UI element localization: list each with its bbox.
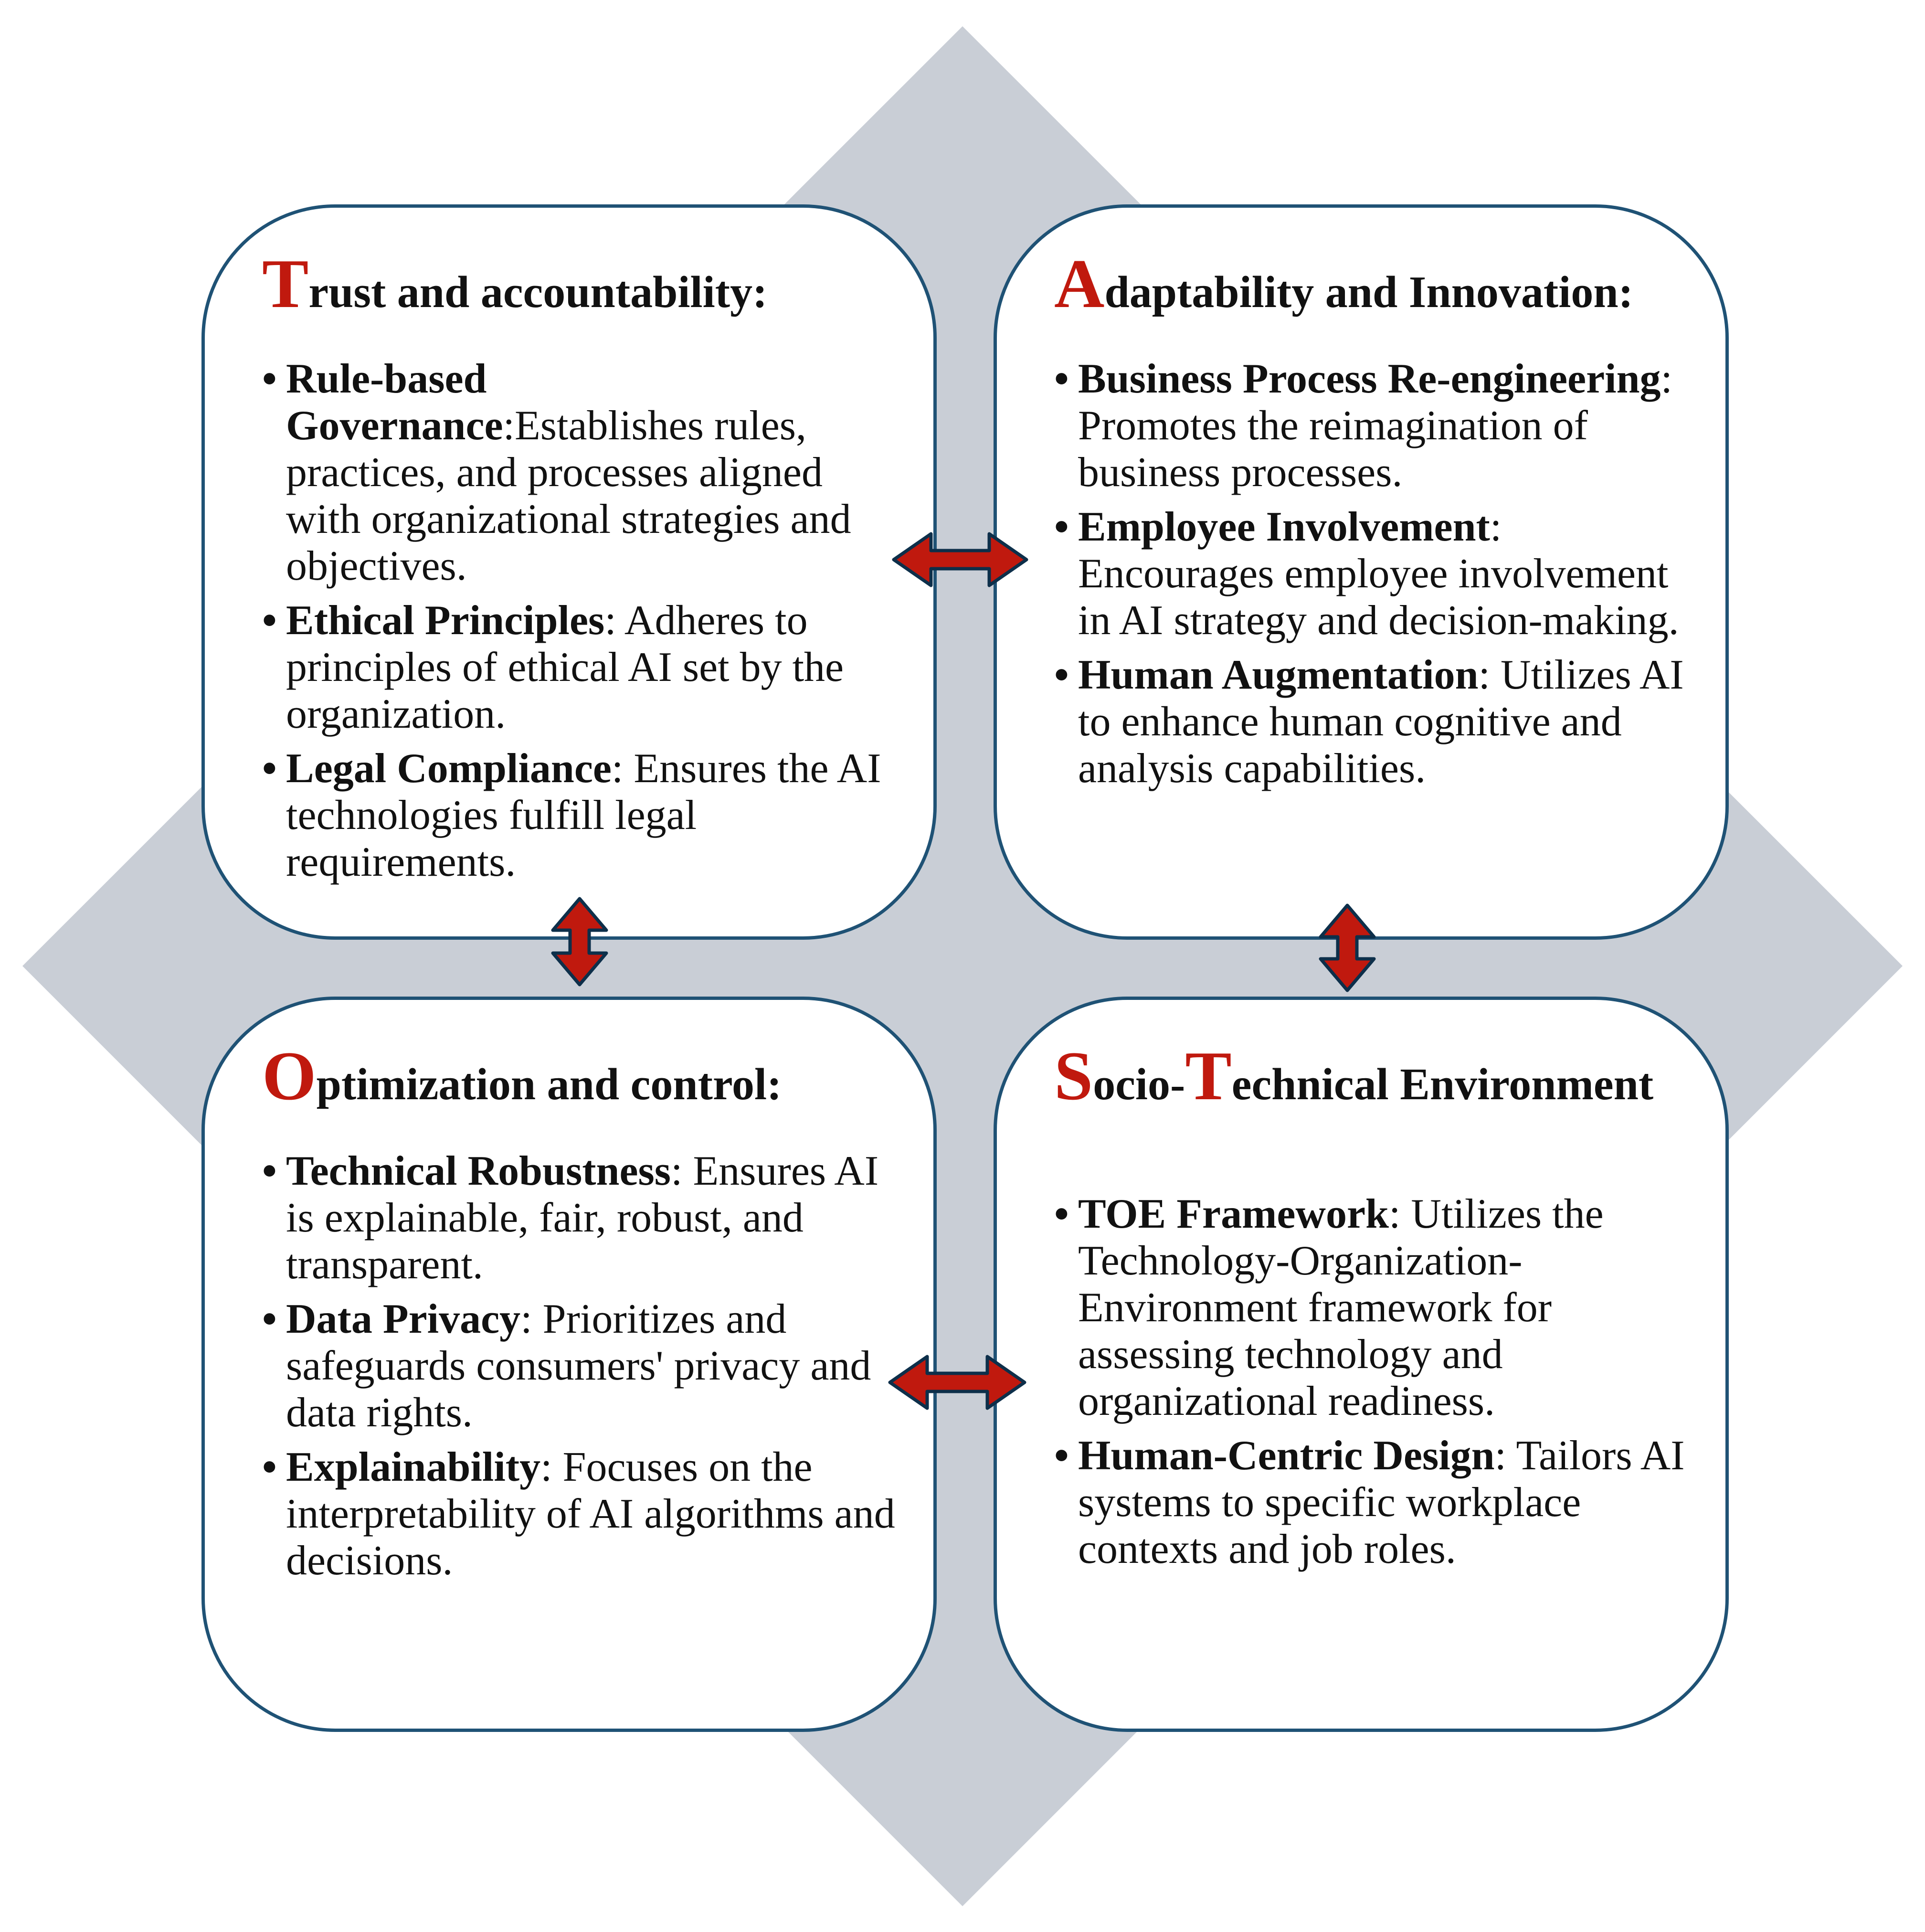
item-list	[1054, 1191, 1687, 1581]
item-list	[262, 356, 895, 893]
quadrant-title	[1054, 1037, 1682, 1115]
quadrant-trust-accountability	[201, 204, 937, 940]
bullet: •	[1054, 1191, 1069, 1237]
item-text: : Encourages employee involvement in AI strategy and decision-making.	[1078, 504, 1679, 644]
title-rest: echnical Environment	[1231, 1060, 1654, 1109]
list-item	[262, 1296, 895, 1436]
list-item	[1054, 1433, 1687, 1573]
bullet: •	[1054, 504, 1069, 550]
item-list	[262, 1148, 895, 1592]
list-item	[262, 356, 895, 590]
item-text: : Adheres to principles of ethical AI set by the organization.	[286, 597, 844, 737]
item-label: Legal Compliance	[286, 745, 612, 792]
title-initial: A	[1054, 245, 1105, 322]
bullet: •	[262, 1296, 277, 1342]
bullet: •	[1054, 1433, 1069, 1479]
bullet: •	[262, 597, 277, 644]
quadrant-socio-technical-environment	[994, 997, 1729, 1732]
item-label: Human-Centric Design	[1078, 1433, 1495, 1479]
item-label: Technical Robustness	[286, 1148, 671, 1194]
item-text: : Tailors AI systems to specific workplace contexts and job roles.	[1078, 1433, 1685, 1572]
item-text: :Establishes rules, practices, and processes aligned with organizational strategies and objectives.	[286, 403, 851, 589]
bullet: •	[262, 1148, 277, 1194]
quadrant-adaptability-innovation	[994, 204, 1729, 940]
bullet: •	[262, 1444, 277, 1490]
bullet: •	[262, 745, 277, 792]
item-text: : Utilizes the Technology-Organization-Environment framework for assessing technology and organizational readiness.	[1078, 1191, 1604, 1424]
item-list	[1054, 356, 1687, 800]
quadrant-title	[262, 1037, 890, 1115]
title-initial: O	[262, 1037, 317, 1115]
list-item	[1054, 1191, 1687, 1425]
item-text: : Promotes the reimagination of business processes.	[1078, 356, 1672, 496]
list-item	[1054, 652, 1687, 792]
title-rest: daptability and Innovation:	[1104, 267, 1633, 317]
item-text: : Focuses on the interpretability of AI algorithms and decisions.	[286, 1444, 895, 1584]
bullet: •	[1054, 652, 1069, 698]
list-item	[262, 745, 895, 886]
bullet: •	[262, 356, 277, 402]
bullet: •	[1054, 356, 1069, 402]
item-label: Rule-based Governance	[286, 356, 503, 449]
list-item	[1054, 356, 1687, 496]
quadrant-optimization-control	[201, 997, 937, 1732]
item-label: Human Augmentation	[1078, 652, 1479, 698]
item-text: : Ensures AI is explainable, fair, robust, and transparent.	[286, 1148, 879, 1288]
item-label: TOE Framework	[1078, 1191, 1389, 1237]
list-item	[1054, 504, 1687, 644]
item-label: Ethical Principles	[286, 597, 605, 644]
item-text: : Ensures the AI technologies fulfill legal requirements.	[286, 745, 881, 885]
list-item	[262, 597, 895, 738]
title-rest: ptimization and control:	[316, 1060, 782, 1109]
item-text: : Prioritizes and safeguards consumers' privacy and data rights.	[286, 1296, 871, 1436]
title-initial: S	[1054, 1037, 1093, 1115]
item-label: Employee Involvement	[1078, 504, 1490, 550]
item-label: Business Process Re-engineering	[1078, 356, 1661, 402]
item-label: Explainability	[286, 1444, 541, 1490]
item-label: Data Privacy	[286, 1296, 521, 1342]
list-item	[262, 1148, 895, 1288]
title-rest: ocio-	[1093, 1060, 1185, 1109]
title-rest: rust and accountability:	[308, 267, 768, 317]
title-initial: T	[1185, 1037, 1232, 1115]
quadrant-title	[1054, 245, 1682, 322]
title-initial: T	[262, 245, 309, 322]
quadrant-title	[262, 245, 890, 322]
list-item	[262, 1444, 895, 1584]
item-text: : Utilizes AI to enhance human cognitive and analysis capabilities.	[1078, 652, 1684, 792]
